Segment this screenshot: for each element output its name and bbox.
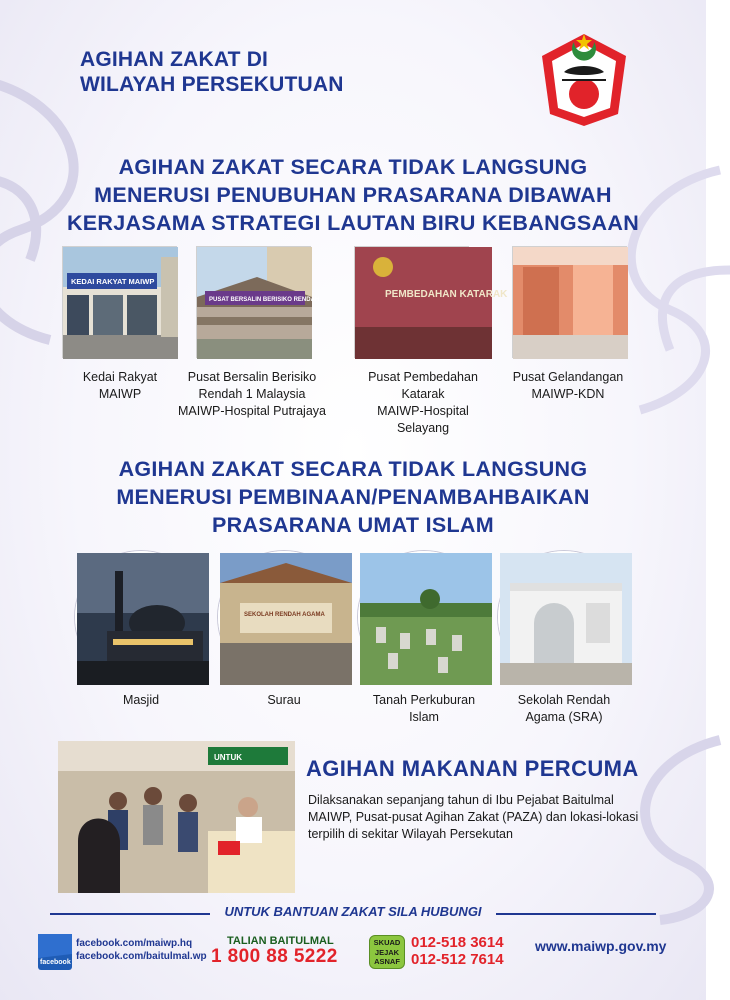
caption-surau <box>204 692 364 709</box>
surau-sign: SEKOLAH RENDAH AGAMA <box>244 612 325 618</box>
corner-title-line: WILAYAH PERSEKUTUAN <box>80 73 344 96</box>
caption-line: Katarak <box>401 387 445 401</box>
caption-line: Pusat Pembedahan <box>368 370 478 384</box>
caption-pusat-katarak <box>343 369 503 437</box>
corner-title-line: AGIHAN ZAKAT DI <box>80 48 269 71</box>
surau-photo <box>218 551 350 683</box>
tanah-perkuburan-photo <box>358 551 490 683</box>
caption-pusat-bersalin <box>172 369 332 420</box>
contact-banner <box>50 903 656 925</box>
caption-line: Selayang <box>396 421 450 435</box>
section1-heading <box>0 153 706 237</box>
caption-sekolah-agama <box>484 692 644 726</box>
caption-masjid <box>61 692 221 709</box>
facebook-link[interactable]: facebook.com/baitulmal.wp <box>76 951 207 962</box>
skuad-badge-line: ASNAF <box>374 957 400 966</box>
caption-line: MAIWP-KDN <box>531 387 605 401</box>
caption-line: Pusat Gelandangan <box>512 370 624 384</box>
skuad-phone-numbers <box>411 934 504 968</box>
kedai-rakyat-sign: KEDAI RAKYAT MAIWP <box>71 277 155 286</box>
section2-heading <box>0 455 706 539</box>
hotline-number[interactable]: 1 800 88 5222 <box>211 946 338 967</box>
pusat-katarak-photo <box>354 246 508 358</box>
caption-pusat-gelandangan <box>488 369 648 403</box>
caption-line: Sekolah Rendah <box>517 693 611 707</box>
skuad-phone[interactable]: 012-512 7614 <box>411 951 504 968</box>
skuad-phone[interactable]: 012-518 3614 <box>411 934 504 951</box>
masjid-photo <box>75 551 207 683</box>
maiwp-logo <box>538 28 630 128</box>
skuad-badge-line: JEJAK <box>374 947 400 957</box>
sekolah-agama-photo <box>498 551 630 683</box>
facebook-icon-label: facebook <box>40 959 71 966</box>
pusat-gelandangan-photo <box>512 246 627 358</box>
caption-line: MAIWP-Hospital <box>377 404 469 418</box>
caption-line: Tanah Perkuburan <box>372 693 476 707</box>
caption-line: Pusat Bersalin Berisiko <box>187 370 317 384</box>
heading-line: KERJASAMA STRATEGI LAUTAN BIRU KEBANGSAAN <box>66 211 640 235</box>
website-link[interactable]: www.maiwp.gov.my <box>535 938 667 954</box>
heading-line: PRASARANA UMAT ISLAM <box>212 513 494 537</box>
heading-line: MENERUSI PEMBINAAN/PENAMBAHBAIKAN <box>116 485 590 509</box>
caption-line: MAIWP <box>98 387 142 401</box>
contact-banner-label: UNTUK BANTUAN ZAKAT SILA HUBUNGI <box>224 904 482 919</box>
caption-line: Agama (SRA) <box>525 710 603 724</box>
caption-line: Rendah 1 Malaysia <box>198 387 306 401</box>
food-section-title: AGIHAN MAKANAN PERCUMA <box>306 756 639 781</box>
pusat-bersalin-sign: PUSAT BERSALIN BERISIKO RENDAH <box>209 297 320 303</box>
skuad-jejak-asnaf-badge <box>369 935 405 969</box>
caption-tanah-perkuburan <box>344 692 504 726</box>
heading-line: AGIHAN ZAKAT SECARA TIDAK LANGSUNG <box>118 155 588 179</box>
kedai-rakyat-photo <box>62 246 177 358</box>
caption-line: Islam <box>409 710 439 724</box>
heading-line: AGIHAN ZAKAT SECARA TIDAK LANGSUNG <box>118 457 588 481</box>
food-photo-sign: UNTUK <box>214 753 242 762</box>
caption-line: MAIWP-Hospital Putrajaya <box>178 404 326 418</box>
caption-line: Masjid <box>122 693 160 707</box>
skuad-badge-line: SKUAD <box>373 938 401 947</box>
food-section-description: Dilaksanakan sepanjang tahun di Ibu Pejabat Baitulmal MAIWP, Pusat-pusat Agihan Zakat (PAZA) dan lokasi-lokasi terpilih di sekitar Wilayah Persekutan <box>308 793 639 841</box>
caption-line: Surau <box>267 693 301 707</box>
corner-title <box>80 47 344 97</box>
heading-line: MENERUSI PENUBUHAN PRASARANA DIBAWAH <box>94 183 612 207</box>
caption-line: Kedai Rakyat <box>82 370 158 384</box>
facebook-icon <box>38 934 72 970</box>
facebook-link[interactable]: facebook.com/maiwp.hq <box>76 938 193 949</box>
facebook-links <box>76 937 207 963</box>
hotline-label: TALIAN BAITULMAL <box>227 935 334 947</box>
pusat-katarak-sign: PEMBEDAHAN KATARAK <box>385 289 508 300</box>
pusat-bersalin-photo <box>196 246 320 358</box>
makanan-percuma-photo <box>58 741 295 893</box>
